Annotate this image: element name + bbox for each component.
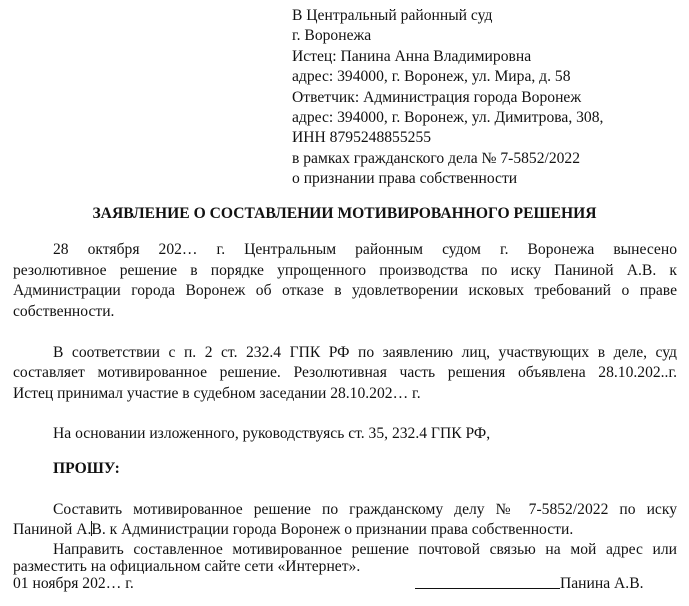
case-number: в рамках гражданского дела № 7-5852/2022	[292, 150, 581, 167]
request-heading: ПРОШУ:	[53, 460, 120, 477]
signature-line	[415, 588, 560, 589]
defendant-address: адрес: 394000, г. Воронеж, ул. Димитрова, 308,	[292, 109, 604, 126]
text-segment: Паниной А.	[13, 521, 92, 538]
defendant-inn: ИНН 8795248855255	[292, 129, 432, 146]
document-title: ЗАЯВЛЕНИЕ О СОСТАВЛЕНИИ МОТИВИРОВАННОГО РЕШЕНИЯ	[92, 205, 597, 222]
court-name: В Центральный районный суд	[292, 7, 493, 24]
plaintiff-name: Истец: Панина Анна Владимировна	[292, 48, 532, 65]
paragraph-line: составляет мотивированное решение. Резолютивная часть решения объявлена 28.10.202..г.	[13, 364, 677, 381]
paragraph-line: Направить составленное мотивированное решение почтовой связью на мой адрес или	[53, 541, 677, 558]
paragraph-line: разместить на официальном сайте сети «Интернет».	[13, 558, 361, 575]
paragraph-line	[13, 520, 573, 540]
defendant-name: Ответчик: Администрация города Воронеж	[292, 89, 582, 106]
paragraph-line: собственности.	[13, 303, 115, 320]
paragraph-line: резолютивное решение в порядке упрощенного производства по иску Паниной А.В. к	[13, 262, 677, 279]
case-subject: о признании права собственности	[292, 170, 518, 187]
paragraph-line: В соответствии с п. 2 ст. 232.4 ГПК РФ по заявлению лиц, участвующих в деле, суд	[53, 344, 677, 361]
paragraph-grounds: На основании изложенного, руководствуясь ст. 35, 232.4 ГПК РФ,	[53, 425, 491, 442]
paragraph-line: 28 октября 202… г. Центральным районным судом г. Воронежа вынесено	[53, 241, 677, 258]
paragraph-line: Истец принимал участие в судебном заседании 28.10.202… г.	[13, 385, 421, 402]
signature-name: Панина А.В.	[560, 575, 644, 592]
paragraph-line: Составить мотивированное решение по гражданскому делу № 7-5852/2022 по иску	[53, 501, 677, 518]
paragraph-line: Администрации города Воронеж об отказе в удовлетворении исковых требований о праве	[13, 282, 677, 299]
document-date: 01 ноября 202… г.	[13, 575, 134, 592]
text-segment: В. к Администрации города Воронеж о признании права собственности.	[91, 521, 574, 538]
plaintiff-address: адрес: 394000, г. Воронеж, ул. Мира, д. 58	[292, 68, 571, 85]
court-city: г. Воронежа	[292, 27, 372, 44]
